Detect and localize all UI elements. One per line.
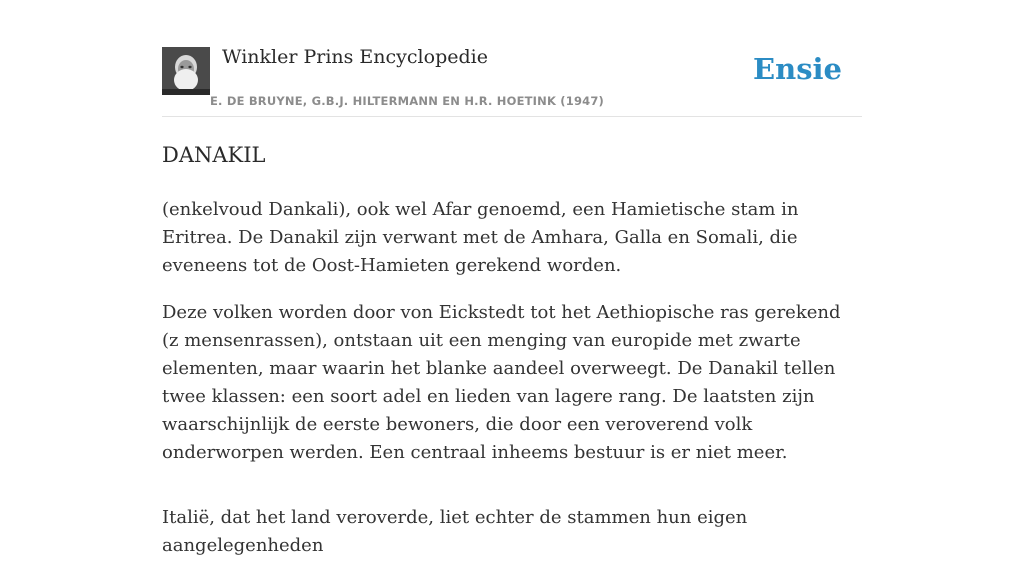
brand-logo[interactable]: Ensie [753,52,842,86]
source-header [162,40,862,117]
article [162,138,862,579]
article-paragraph: (enkelvoud Dankali), ook wel Afar genoemd, een Hamietische stam in Eritrea. De Danakil zijn verwant met de Amhara, Galla en Somali, die eveneens tot de Oost-Hamieten gerekend worden. [162,199,799,276]
book-title[interactable]: Winkler Prins Encyclopedie [222,46,488,68]
article-paragraph: Deze volken worden door von Eickstedt tot het Aethiopische ras gerekend (z mensenrassen), ontstaan uit een menging van europide met zwarte elementen, maar waarin het blanke aandeel overweegt. De Danakil tellen twee klassen: een soort adel en lieden van lagere rang. De laatsten zijn waarschijnlijk de eerste bewoners, die door een veroverend volk onderworpen werden. Een centraal inheems bestuur is er niet meer. [162,302,841,463]
article-paragraph: Italië, dat het land veroverde, liet echter de stammen hun eigen aangelegenheden [162,507,748,556]
article-title: DANAKIL [162,143,266,167]
book-authors: E. DE BRUYNE, G.B.J. HILTERMANN EN H.R. HOETINK (1947) [210,94,605,108]
author-portrait-icon [162,47,210,95]
author-avatar[interactable] [162,47,210,95]
